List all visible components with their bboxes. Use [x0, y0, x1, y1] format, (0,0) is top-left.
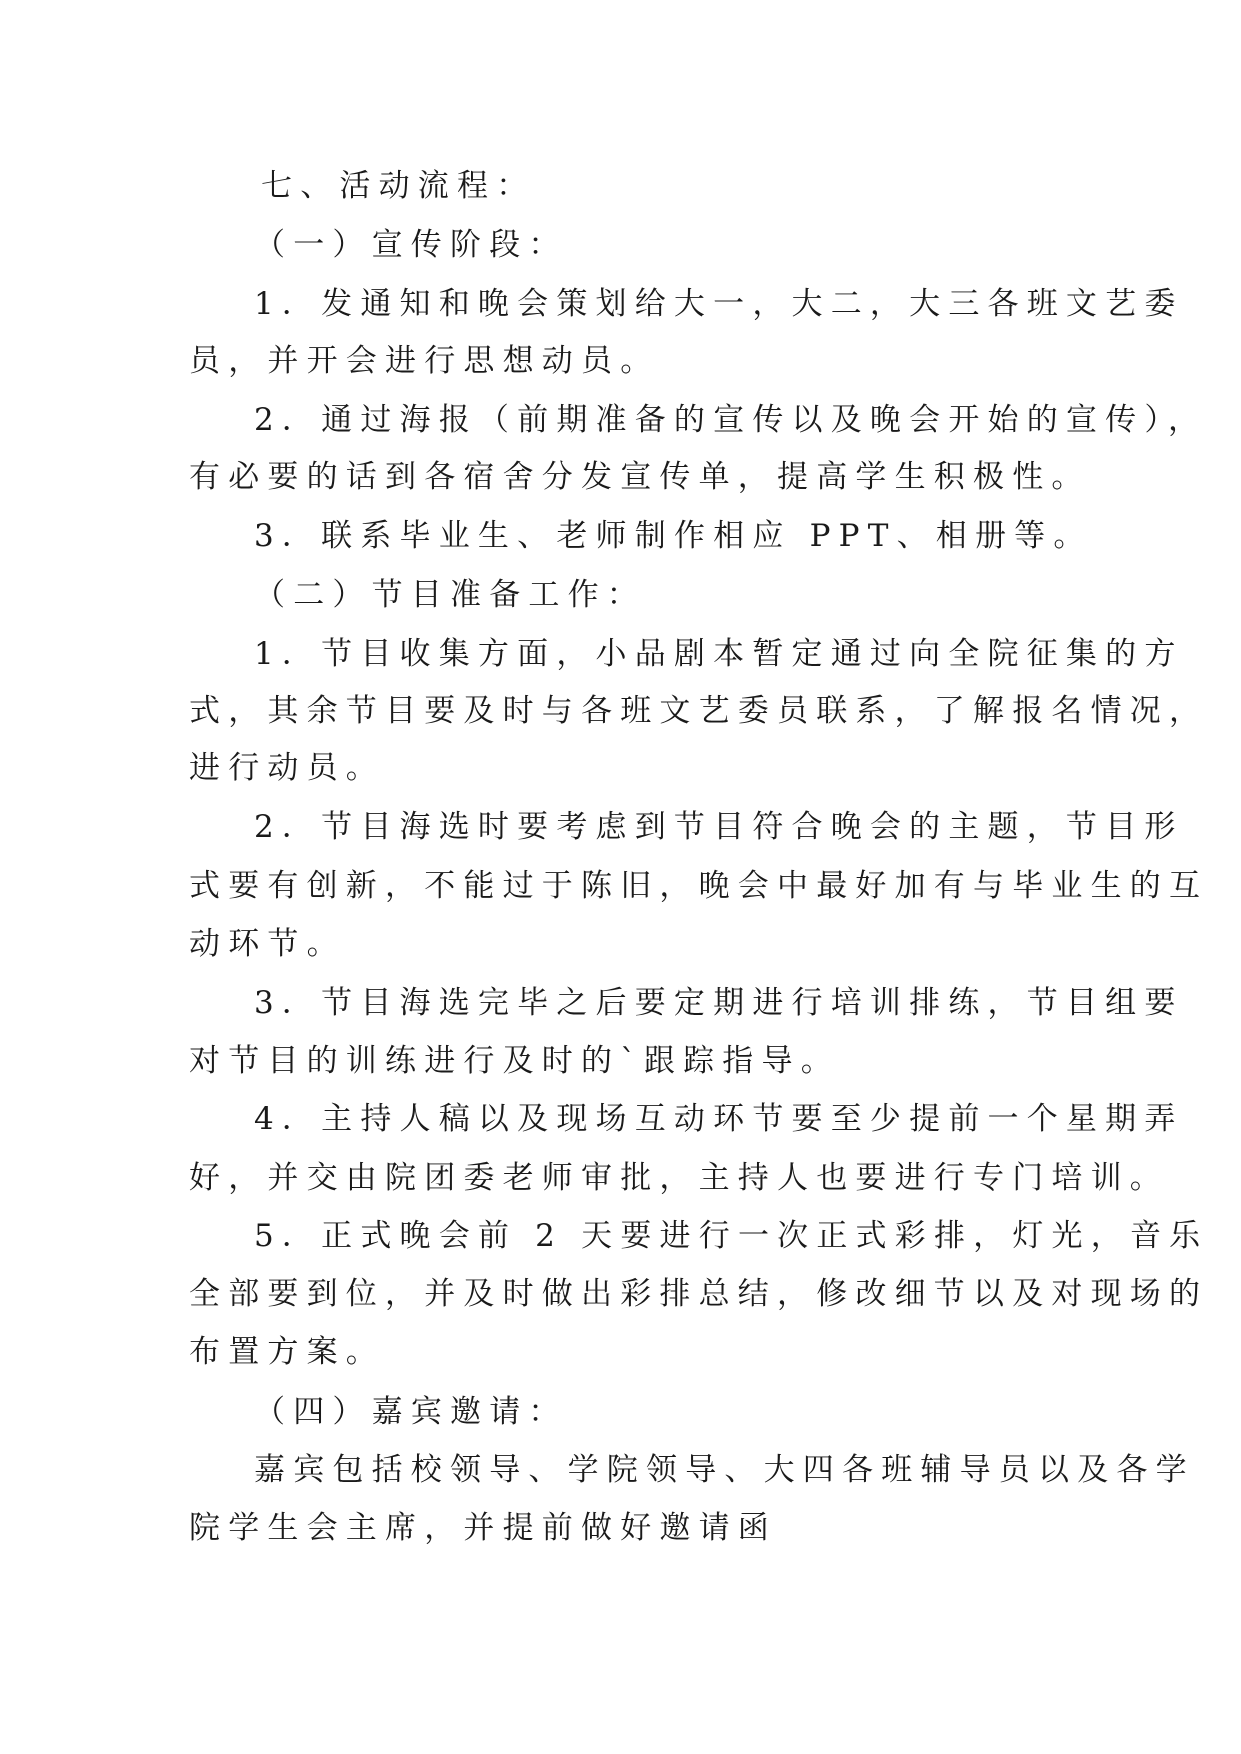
- paragraph-line: 好，并交由院团委老师审批，主持人也要进行专门培训。: [189, 1160, 1169, 1196]
- subsection-title-publicity: （一）宣传阶段：: [254, 227, 568, 263]
- paragraph-line: 动环节。: [189, 926, 346, 962]
- paragraph-line: 4．主持人稿以及现场互动环节要至少提前一个星期弄: [254, 1101, 1184, 1137]
- paragraph-line: 进行动员。: [189, 750, 385, 786]
- subsection-title-program-prep: （二）节目准备工作：: [254, 577, 646, 613]
- paragraph-line: 对节目的训练进行及时的`跟踪指导。: [189, 1043, 840, 1079]
- paragraph-line: 式要有创新，不能过于陈旧，晚会中最好加有与毕业生的互: [189, 868, 1209, 904]
- paragraph-line: 员，并开会进行思想动员。: [189, 343, 660, 379]
- paragraph-line: 2．通过海报（前期准备的宣传以及晚会开始的宣传），: [254, 402, 1208, 438]
- paragraph-line: 有必要的话到各宿舍分发宣传单，提高学生积极性。: [189, 459, 1091, 495]
- paragraph-line: 布置方案。: [189, 1334, 385, 1370]
- paragraph-line: 2．节目海选时要考虑到节目符合晚会的主题，节目形: [254, 809, 1184, 845]
- paragraph-line: 式，其余节目要及时与各班文艺委员联系，了解报名情况，: [189, 693, 1209, 729]
- paragraph-line: 3．联系毕业生、老师制作相应 PPT、相册等。: [254, 518, 1093, 554]
- paragraph-line: 5．正式晚会前 2 天要进行一次正式彩排，灯光，音乐: [254, 1218, 1209, 1254]
- subsection-title-guests: （四）嘉宾邀请：: [254, 1394, 568, 1430]
- paragraph-line: 嘉宾包括校领导、学院领导、大四各班辅导员以及各学: [254, 1452, 1195, 1488]
- paragraph-line: 1．发通知和晚会策划给大一，大二，大三各班文艺委: [254, 286, 1184, 322]
- paragraph-line: 1．节目收集方面，小品剧本暂定通过向全院征集的方: [254, 636, 1184, 672]
- paragraph-line: 3．节目海选完毕之后要定期进行培训排练，节目组要: [254, 985, 1184, 1021]
- paragraph-line: 院学生会主席，并提前做好邀请函: [189, 1510, 777, 1546]
- section-heading: 七、活动流程：: [261, 168, 536, 204]
- paragraph-line: 全部要到位，并及时做出彩排总结，修改细节以及对现场的: [189, 1276, 1209, 1312]
